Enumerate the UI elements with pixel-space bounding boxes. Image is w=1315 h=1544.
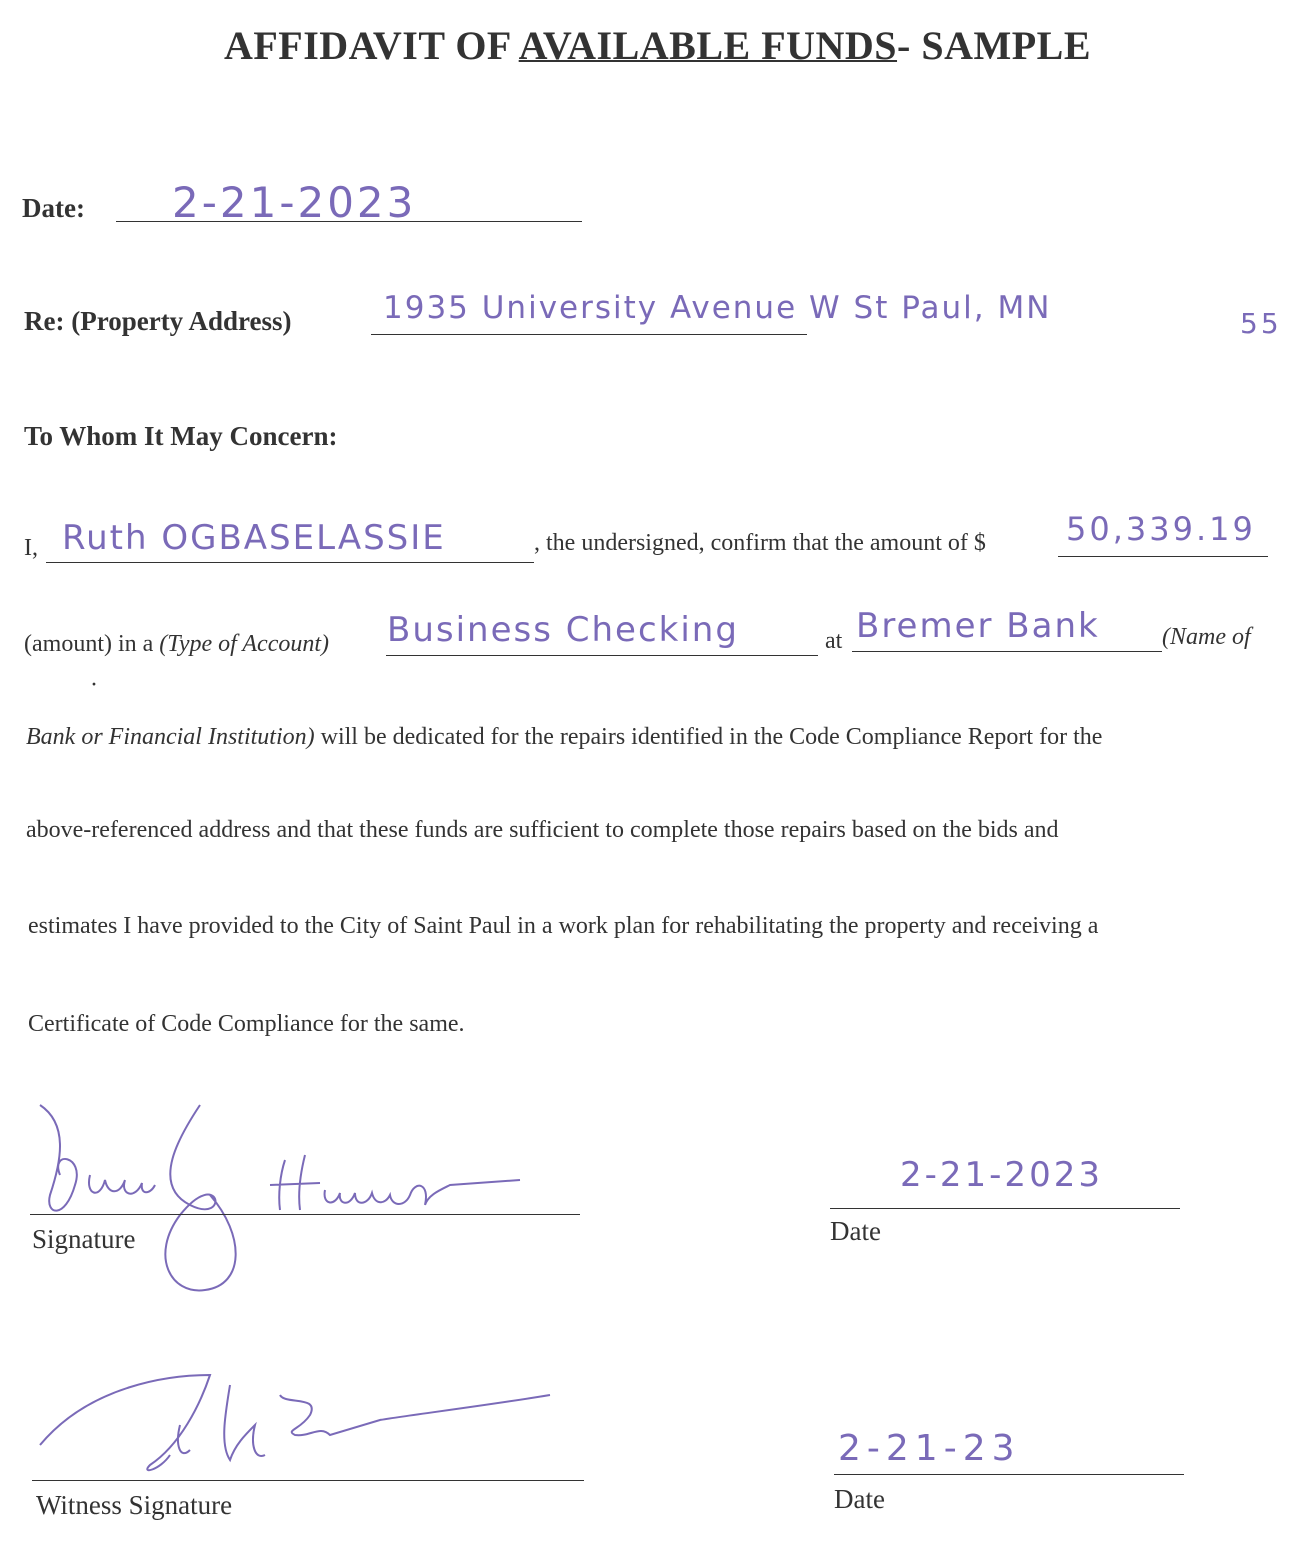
date-label: Date: bbox=[22, 193, 85, 223]
date-value[interactable]: 2-21-2023 bbox=[172, 178, 417, 227]
property-address-label: Re: (Property Address) bbox=[24, 306, 292, 336]
name-underline bbox=[46, 562, 534, 563]
signature-line bbox=[30, 1214, 580, 1215]
salutation: To Whom It May Concern: bbox=[24, 421, 338, 451]
paragraph-line-6: Certificate of Code Compliance for the same. bbox=[28, 1011, 465, 1037]
stray-dot: · bbox=[90, 672, 98, 698]
paragraph-line-1: , the undersigned, confirm that the amount of $ bbox=[534, 530, 986, 556]
signature-date-line bbox=[830, 1208, 1180, 1209]
account-type-value[interactable]: Business Checking bbox=[387, 610, 739, 650]
paragraph-line-3: will be dedicated for the repairs identified in the Code Compliance Report for the bbox=[314, 724, 1103, 750]
signature-date-value[interactable]: 2-21-2023 bbox=[900, 1155, 1103, 1195]
witness-date-value[interactable]: 2-21-23 bbox=[838, 1428, 1021, 1469]
bank-value[interactable]: Bremer Bank bbox=[856, 606, 1100, 646]
witness-signature-label: Witness Signature bbox=[36, 1490, 233, 1520]
title-suffix: - SAMPLE bbox=[897, 23, 1092, 68]
account-type-underline bbox=[386, 655, 818, 656]
witness-signature-image bbox=[30, 1365, 570, 1485]
signature-date-label: Date bbox=[830, 1216, 881, 1246]
property-address-underline bbox=[371, 334, 807, 335]
account-type-label: (Type of Account) bbox=[159, 631, 330, 657]
paragraph-line-2a: (amount) in a bbox=[24, 631, 160, 657]
document-title bbox=[0, 22, 1315, 69]
affiant-name[interactable]: Ruth OGBASELASSIE bbox=[62, 518, 446, 558]
amount-value[interactable]: 50,339.19 bbox=[1066, 510, 1256, 548]
name-of-label: (Name of bbox=[1162, 624, 1251, 650]
paragraph-i: I, bbox=[24, 535, 38, 561]
paragraph-line-4: above-referenced address and that these funds are sufficient to complete those repairs based on the bids and bbox=[26, 817, 1059, 843]
paragraph-line-5: estimates I have provided to the City of Saint Paul in a work plan for rehabilitating the property and receiving a bbox=[28, 913, 1099, 939]
title-underlined: AVAILABLE FUNDS bbox=[518, 23, 898, 68]
property-address-value[interactable]: 1935 University Avenue W St Paul, MN bbox=[383, 290, 1052, 326]
title-prefix: AFFIDAVIT OF bbox=[223, 23, 519, 68]
witness-date-label: Date bbox=[834, 1484, 885, 1514]
bank-underline bbox=[852, 651, 1162, 652]
bank-institution-label: Bank or Financial Institution) bbox=[26, 724, 315, 750]
property-address-zip[interactable]: 55 bbox=[1240, 307, 1282, 340]
witness-signature-line bbox=[32, 1480, 584, 1481]
witness-date-line bbox=[834, 1474, 1184, 1475]
paragraph-at: at bbox=[825, 628, 843, 654]
signature-image bbox=[30, 1095, 550, 1305]
amount-underline bbox=[1058, 556, 1268, 557]
signature-label: Signature bbox=[32, 1224, 136, 1254]
